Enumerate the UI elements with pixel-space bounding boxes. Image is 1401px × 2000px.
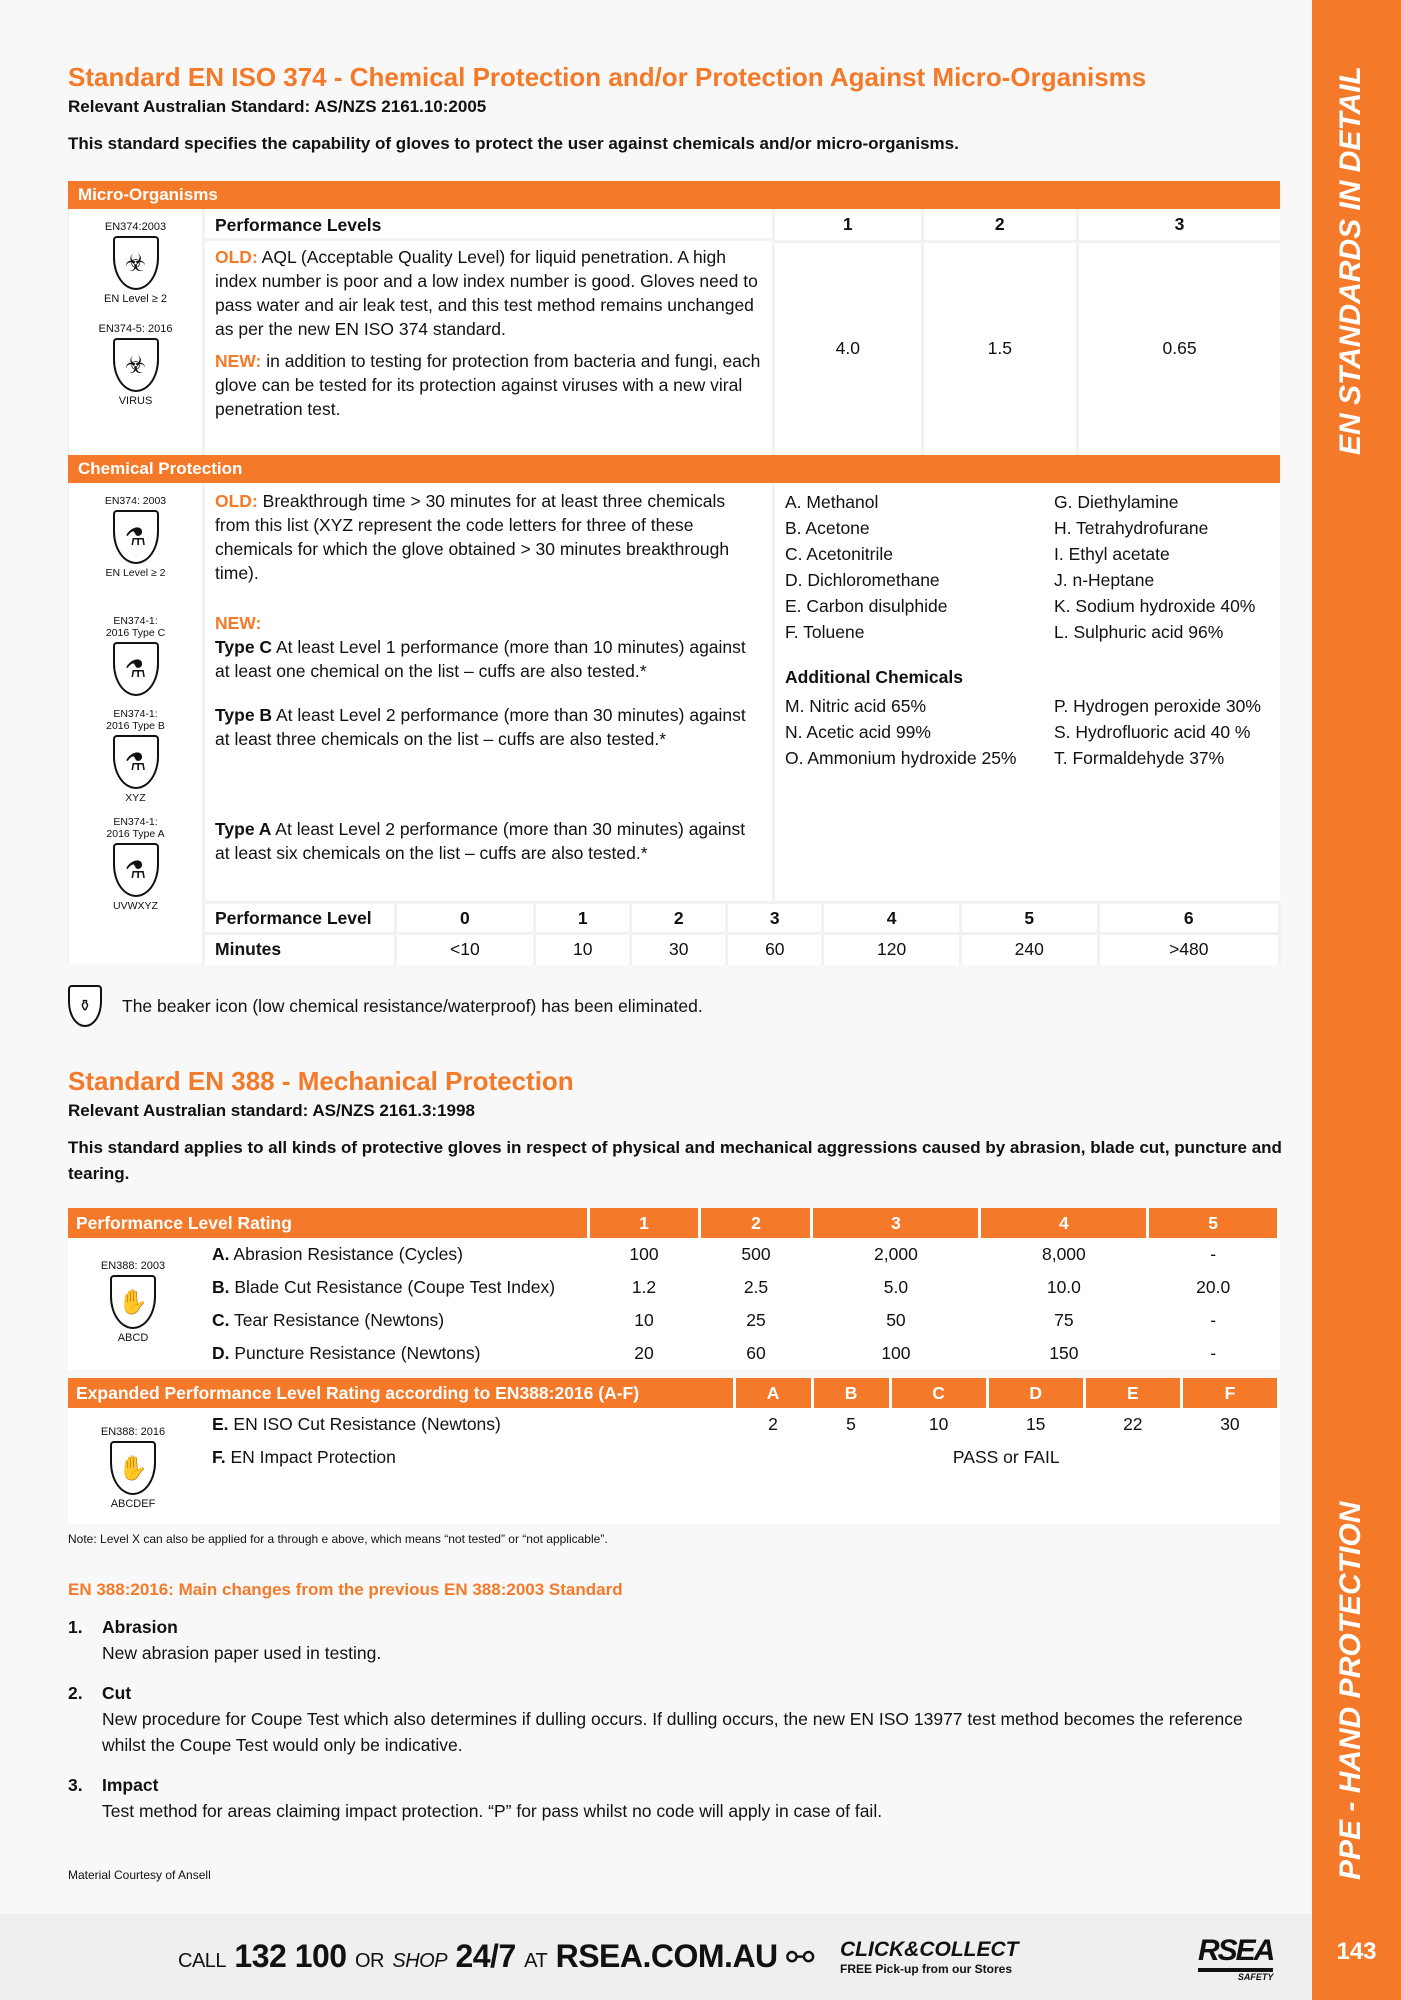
row-text: Puncture Resistance (Newtons): [229, 1343, 481, 1363]
level-header: 5: [1148, 1208, 1279, 1238]
en388-lead: This standard applies to all kinds of protective gloves in respect of physical and mechanical aggressions caused by abrasion, blade cut, puncture and tearing.: [68, 1138, 1282, 1183]
row-value: 10.0: [1046, 1277, 1081, 1297]
chemical-item: M. Nitric acid 65%: [785, 696, 927, 716]
footer-hours: 24/7: [455, 1938, 516, 1974]
biohazard-virus-icon: ☣: [113, 338, 159, 392]
beaker-note-text: The beaker icon (low chemical resistance/waterproof) has been eliminated.: [122, 995, 703, 1016]
chemical-item: T. Formaldehyde 37%: [1054, 748, 1225, 768]
minutes-label: Minutes: [205, 934, 395, 965]
row-value: 2,000: [874, 1244, 918, 1264]
change-text: New procedure for Coupe Test which also determines if dulling occurs. If dulling occurs, the new EN ISO 13977 test method becomes the reference whilst the Coupe Test would only be indicative.: [102, 1709, 1243, 1755]
chem-table: [68, 455, 1280, 963]
level-2: 2: [922, 209, 1078, 241]
row-value: 10: [634, 1310, 654, 1330]
row-value: 25: [746, 1310, 766, 1330]
chemical-item: A. Methanol: [785, 492, 879, 512]
chemical-item: N. Acetic acid 99%: [785, 722, 931, 742]
icon-label: EN374-1: 2016 Type C: [105, 615, 166, 639]
row-key: C.: [212, 1310, 230, 1330]
minutes-value: 10: [535, 934, 631, 965]
chemical-flask-icon: ⚗: [113, 843, 159, 897]
side-title-top: EN STANDARDS IN DETAIL: [1334, 66, 1367, 455]
icon-label: EN374-1: 2016 Type A: [106, 816, 165, 840]
level-header: C: [890, 1378, 987, 1408]
row-value: 500: [741, 1244, 771, 1264]
en388-2016-icons: [68, 1426, 198, 1510]
chemical-flask-icon: ⚗: [113, 510, 159, 564]
icon-label: EN388: 2016: [100, 1426, 166, 1438]
click-collect-sub: FREE Pick-up from our Stores: [840, 1962, 1013, 1976]
row-text: Blade Cut Resistance (Coupe Test Index): [229, 1277, 556, 1297]
minutes-value: 240: [960, 934, 1098, 965]
icon-label: XYZ: [125, 792, 146, 804]
table-row: [68, 1271, 1279, 1304]
value: 0.65: [1162, 338, 1197, 359]
minutes-value: >480: [1098, 934, 1279, 965]
icon-label: EN374-5: 2016: [98, 323, 173, 335]
table-row: [68, 1304, 1279, 1337]
perf-levels-label: Performance Levels: [205, 209, 772, 241]
chemical-item: L. Sulphuric acid 96%: [1054, 622, 1224, 642]
chemical-item: J. n-Heptane: [1054, 570, 1155, 590]
side-title-bottom: PPE - HAND PROTECTION: [1334, 1501, 1367, 1880]
row-value: 10: [928, 1414, 949, 1434]
rsea-logo-sub: SAFETY: [1198, 1968, 1273, 1982]
perf-level: 6: [1098, 903, 1279, 934]
table-row: [68, 1408, 1279, 1441]
additional-list-left: [785, 693, 1055, 771]
chemical-item: B. Acetone: [785, 518, 870, 538]
perf-level: 5: [960, 903, 1098, 934]
level-header: E: [1084, 1378, 1181, 1408]
row-value: 20: [634, 1343, 654, 1363]
en374-subtitle: Relevant Australian Standard: AS/NZS 2161.10:2005: [68, 97, 487, 116]
icon-label: EN Level ≥ 2: [104, 293, 167, 305]
perf-level: 3: [727, 903, 823, 934]
row-key: D.: [212, 1343, 230, 1363]
en374-section: [68, 62, 1282, 157]
row-value: -: [1210, 1244, 1217, 1264]
impact-value: PASS or FAIL: [952, 1447, 1060, 1467]
chemical-list-left: [785, 489, 1055, 645]
chemical-flask-icon: ⚗: [113, 642, 159, 696]
chemical-item: D. Dichloromethane: [785, 570, 940, 590]
row-text: EN ISO Cut Resistance (Newtons): [228, 1414, 501, 1434]
en388-section: [68, 1066, 1282, 1187]
change-item: [68, 1614, 1282, 1666]
chemical-item: S. Hydrofluoric acid 40 %: [1054, 722, 1251, 742]
row-text: Tear Resistance (Newtons): [229, 1310, 445, 1330]
en374-lead: This standard specifies the capability of gloves to protect the user against chemicals and/or micro-organisms.: [68, 134, 959, 153]
type-c-text: At least Level 1 performance (more than 10 minutes) against at least one chemical on the list – cuffs are also tested.*: [215, 637, 746, 681]
level-header: 4: [980, 1208, 1148, 1238]
additional-list-right: [1054, 693, 1294, 771]
change-title: Cut: [102, 1683, 132, 1703]
rsea-logo: RSEA: [1198, 1934, 1274, 1967]
row-value: 2.5: [743, 1277, 769, 1297]
row-key: A.: [212, 1244, 230, 1264]
level-header: B: [812, 1378, 890, 1408]
new-text: in addition to testing for protection from bacteria and fungi, each glove can be tested for its protection against viruses with a new viral penetration test.: [215, 351, 761, 419]
en388-subtitle: Relevant Australian standard: AS/NZS 2161.3:1998: [68, 1101, 475, 1120]
row-value: 100: [629, 1244, 659, 1264]
row-value: 2: [768, 1414, 778, 1434]
footer-shop: SHOP: [392, 1950, 448, 1972]
table-row: [68, 1441, 1279, 1474]
perf-level: 4: [823, 903, 961, 934]
table-row: [68, 1238, 1279, 1271]
value: 4.0: [775, 241, 922, 455]
click-collect: CLICK&COLLECT: [840, 1938, 1019, 1961]
type-c-label: Type C: [215, 637, 273, 657]
footer-site[interactable]: RSEA.COM.AU: [555, 1938, 778, 1974]
row-value: 75: [1054, 1310, 1074, 1330]
old-text: AQL (Acceptable Quality Level) for liquid penetration. A high index number is poor and a low index number is good. Gloves need to pass water and air leak test, and this test method remains unchanged as per the new EN ISO 374 standard.: [215, 247, 758, 339]
changes-title: EN 388:2016: Main changes from the previous EN 388:2003 Standard: [68, 1580, 623, 1599]
chemical-item: F. Toluene: [785, 622, 865, 642]
chemical-list-right: [1054, 489, 1294, 645]
row-value: 50: [886, 1310, 906, 1330]
footer-phone[interactable]: 132 100: [234, 1938, 347, 1974]
biohazard-icon: ☣: [113, 236, 159, 290]
micro-header: Micro-Organisms: [68, 181, 1280, 209]
row-text: EN Impact Protection: [225, 1447, 396, 1467]
mechanical-hand-icon: ✋: [110, 1275, 156, 1329]
minutes-value: <10: [395, 934, 535, 965]
perf-level: 2: [631, 903, 727, 934]
minutes-value: 120: [823, 934, 961, 965]
new-label: NEW:: [215, 613, 262, 633]
level-x-note: Note: Level X can also be applied for a through e above, which means “not tested” or “not applicable”.: [68, 1532, 608, 1546]
minutes-value: 60: [727, 934, 823, 965]
change-number: 1.: [68, 1617, 83, 1637]
change-text: New abrasion paper used in testing.: [102, 1643, 382, 1663]
row-value: 15: [1025, 1414, 1046, 1434]
icon-label: ABCD: [117, 1332, 149, 1344]
chemical-item: H. Tetrahydrofurane: [1054, 518, 1209, 538]
beaker-icon: ⚱: [68, 985, 102, 1027]
chemical-flask-icon: ⚗: [113, 735, 159, 789]
perf-level-label: Performance Level: [205, 903, 395, 934]
mechanical-hand-icon: ✋: [110, 1441, 156, 1495]
footer-or: OR: [354, 1950, 384, 1972]
breakthrough-table: [205, 901, 1281, 965]
row-value: 60: [746, 1343, 766, 1363]
icon-label: EN374:2003: [104, 221, 167, 233]
en388-icons: [68, 1260, 198, 1344]
level-1: 1: [775, 209, 922, 241]
row-key: E.: [212, 1414, 229, 1434]
old-label: OLD:: [215, 491, 258, 511]
footer: [0, 1914, 1312, 2000]
row-value: 8,000: [1041, 1244, 1086, 1264]
expanded-header: Expanded Performance Level Rating according to EN388:2016 (A-F): [68, 1378, 734, 1408]
additional-chemicals-label: Additional Chemicals: [785, 667, 963, 687]
beaker-note: [68, 985, 1282, 1027]
footer-call: CALL: [178, 1950, 227, 1972]
changes-section: [68, 1580, 1282, 1838]
row-value: 22: [1123, 1414, 1143, 1434]
chemical-item: K. Sodium hydroxide 40%: [1054, 596, 1256, 616]
change-number: 2.: [68, 1683, 83, 1703]
row-value: 5: [846, 1414, 856, 1434]
change-title: Impact: [102, 1775, 159, 1795]
table-row: [68, 1337, 1279, 1370]
new-label: NEW:: [215, 351, 262, 371]
minutes-value: 30: [631, 934, 727, 965]
row-value: 5.0: [883, 1277, 909, 1297]
click-collect-icon: ⚯: [786, 1939, 815, 1977]
type-b-label: Type B: [215, 705, 273, 725]
icon-label: ABCDEF: [110, 1498, 156, 1510]
chemical-item: G. Diethylamine: [1054, 492, 1179, 512]
type-a-text: At least Level 2 performance (more than 30 minutes) against at least six chemicals on the list – cuffs are also tested.*: [215, 819, 746, 863]
perf-rating-header: Performance Level Rating: [68, 1208, 588, 1238]
change-number: 3.: [68, 1775, 83, 1795]
change-text: Test method for areas claiming impact protection. “P” for pass whilst no code will apply in case of fail.: [102, 1801, 883, 1821]
type-b-text: At least Level 2 performance (more than 30 minutes) against at least three chemicals on the list – cuffs are also tested.*: [215, 705, 746, 749]
row-value: -: [1210, 1343, 1217, 1363]
micro-table: [68, 181, 1280, 455]
page-number: 143: [1336, 1938, 1377, 1965]
level-header: 3: [812, 1208, 980, 1238]
level-header: 2: [700, 1208, 812, 1238]
icon-label: EN374: 2003: [104, 495, 167, 507]
en388-table: [68, 1208, 1280, 1524]
row-value: 20.0: [1196, 1277, 1231, 1297]
type-a-label: Type A: [215, 819, 272, 839]
row-text: Abrasion Resistance (Cycles): [229, 1244, 463, 1264]
icon-label: EN388: 2003: [100, 1260, 166, 1272]
en388-title: Standard EN 388 - Mechanical Protection: [68, 1066, 574, 1096]
change-item: [68, 1680, 1282, 1758]
row-value: 30: [1220, 1414, 1240, 1434]
row-key: B.: [212, 1277, 230, 1297]
chemical-item: I. Ethyl acetate: [1054, 544, 1170, 564]
level-3: 3: [1078, 209, 1280, 241]
level-header: A: [734, 1378, 812, 1408]
chemical-item: C. Acetonitrile: [785, 544, 893, 564]
perf-level: 0: [395, 903, 535, 934]
chemical-item: P. Hydrogen peroxide 30%: [1054, 696, 1261, 716]
change-title: Abrasion: [102, 1617, 178, 1637]
value: 1.5: [922, 241, 1078, 455]
chemical-item: O. Ammonium hydroxide 25%: [785, 748, 1017, 768]
icon-label: EN374-1: 2016 Type B: [106, 708, 165, 732]
chemical-item: E. Carbon disulphide: [785, 596, 948, 616]
footer-at: AT: [524, 1950, 548, 1972]
row-value: 1.2: [631, 1277, 657, 1297]
chem-header: Chemical Protection: [68, 455, 1280, 483]
icon-label: UVWXYZ: [113, 900, 158, 912]
level-header: F: [1181, 1378, 1278, 1408]
old-text: Breakthrough time > 30 minutes for at least three chemicals from this list (XYZ represent the code letters for three of these chemicals for which the glove obtained > 30 minutes breakthrough time).: [215, 491, 730, 583]
level-header: 1: [588, 1208, 700, 1238]
row-key: F.: [212, 1447, 226, 1467]
old-label: OLD:: [215, 247, 258, 267]
icon-label: EN Level ≥ 2: [105, 567, 166, 579]
en374-title: Standard EN ISO 374 - Chemical Protection and/or Protection Against Micro-Organisms: [68, 62, 1147, 92]
row-value: 150: [1049, 1343, 1079, 1363]
perf-level: 1: [535, 903, 631, 934]
row-value: -: [1210, 1310, 1217, 1330]
row-value: 100: [881, 1343, 911, 1363]
level-header: D: [987, 1378, 1084, 1408]
side-tab: [1312, 0, 1401, 2000]
courtesy: Material Courtesy of Ansell: [68, 1868, 211, 1882]
change-item: [68, 1772, 1282, 1824]
icon-label: VIRUS: [118, 395, 153, 407]
